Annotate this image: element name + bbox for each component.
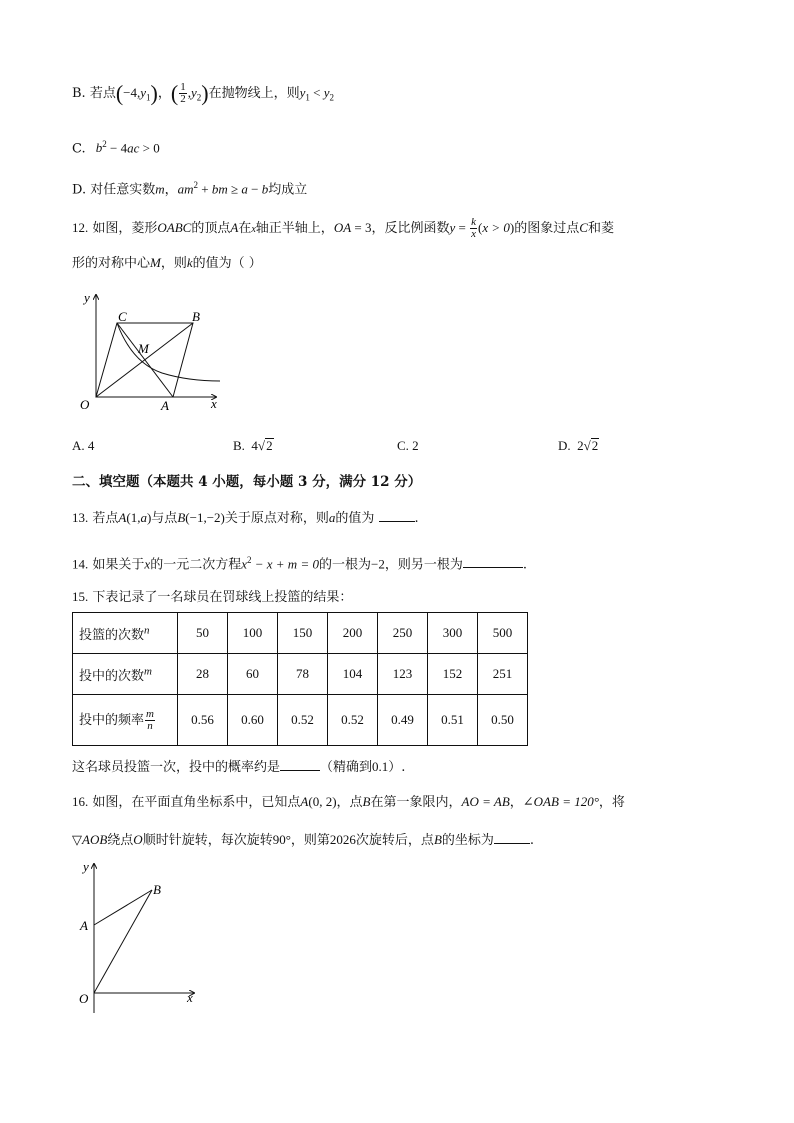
superscript: 2: [193, 180, 199, 190]
option-text: 在抛物线上，则: [208, 86, 300, 101]
label-m: M: [138, 341, 149, 356]
table-cell: 0.50: [478, 695, 528, 746]
stem-text: 绕点: [107, 833, 134, 848]
stem-text: 如果关于: [92, 557, 145, 573]
stem-text: ，反比例函数: [371, 221, 450, 236]
var-y: y: [323, 85, 330, 100]
stem-text: ）.: [388, 760, 406, 775]
table-cell: 100: [228, 613, 278, 654]
row-label: 投中的频率: [79, 712, 145, 728]
q11-option-b: [72, 82, 334, 108]
table-cell: 0.49: [378, 695, 428, 746]
q12-option-a: [72, 436, 94, 456]
var-x: x: [144, 556, 151, 572]
stem-text: 次旋转后，点: [355, 833, 434, 848]
var-a: a: [328, 510, 336, 525]
paren: ): [201, 80, 209, 106]
frac-bot: x: [471, 228, 477, 240]
stem-text: 如图，在平面直角坐标系中，已知点: [92, 795, 301, 810]
var-y: y: [140, 85, 147, 100]
q12-rhombus-figure: [70, 285, 230, 415]
angle-value: 90°: [272, 832, 291, 847]
q12-stem-line1: [72, 217, 614, 240]
label-o: O: [79, 991, 89, 1006]
stem-text: 的图象过点: [514, 221, 580, 236]
answer-blank[interactable]: [494, 830, 530, 844]
stem-text: 的顶点: [191, 221, 231, 236]
period: .: [529, 833, 535, 848]
paren: (: [126, 510, 131, 525]
stem-text: 的一根为: [318, 557, 371, 573]
paren: (: [478, 220, 483, 235]
sqrt-sign: √: [583, 438, 591, 453]
expr: = 3: [351, 220, 372, 235]
stem-text: ，点: [336, 795, 363, 810]
answer-blank[interactable]: [463, 554, 523, 568]
stem-text: 的值为: [335, 511, 375, 526]
operator: +: [198, 181, 212, 197]
table-cell: 500: [478, 613, 528, 654]
subscript: 1: [146, 92, 151, 103]
table-cell: 123: [378, 654, 428, 695]
operator: <: [309, 85, 324, 100]
var-a: a: [140, 510, 147, 525]
table-cell: 0.51: [428, 695, 478, 746]
var-x: x: [251, 224, 256, 235]
stem-text: 在第一象限内，: [370, 795, 462, 810]
var-oabc: OABC: [157, 220, 192, 235]
option-text: 若点: [89, 86, 116, 101]
sqrt-sign: √: [257, 438, 266, 453]
period: .: [414, 511, 419, 526]
question-number: 16.: [72, 794, 89, 809]
table-cell: 150: [278, 613, 328, 654]
stem-text: 顺时针旋转，每次旋转: [142, 833, 273, 848]
label-y: y: [84, 290, 90, 305]
row-header: [73, 695, 178, 746]
option-label: A.: [72, 438, 85, 453]
q13-stem: [72, 508, 419, 529]
stem-text: 与点: [151, 511, 178, 526]
table-cell: 300: [428, 613, 478, 654]
q15-data-table: [72, 612, 528, 746]
stem-text: 下表记录了一名球员在罚球线上投篮的结果：: [92, 590, 353, 605]
stem-text: 这名球员投篮一次，投中的概率约是: [72, 760, 281, 775]
table-cell: 78: [278, 654, 328, 695]
triangle-aob: ▽AOB: [72, 832, 108, 847]
paren: ): [146, 510, 152, 525]
var-m: M: [150, 255, 161, 270]
frac-top: m: [146, 707, 154, 720]
stem-text: 关于原点对称，则: [224, 511, 329, 526]
label-o: O: [80, 397, 90, 412]
paren: (: [170, 80, 179, 106]
comma: ，: [157, 86, 171, 101]
option-text: 均成立: [268, 182, 308, 198]
q15-question: [72, 757, 405, 778]
stem-text: 轴正半轴上，: [255, 221, 334, 236]
label-b: B: [192, 309, 200, 324]
stem-text: ，则另一根为: [384, 557, 463, 573]
question-number: 13.: [72, 510, 89, 525]
equation: AO = AB: [461, 794, 510, 809]
answer-blank[interactable]: [280, 757, 320, 771]
fraction: [179, 82, 187, 105]
var-b: B: [362, 794, 371, 809]
frac-top: 1: [180, 81, 186, 93]
point-coord: −4,: [123, 85, 141, 100]
var-b: b: [95, 140, 103, 156]
expr: > 0: [139, 140, 160, 156]
expr: − 4: [106, 140, 128, 156]
value: −2: [370, 556, 385, 572]
table-cell: 251: [478, 654, 528, 695]
var-b: B: [433, 832, 442, 847]
stem-text: 形的对称中心: [72, 256, 151, 271]
var-n: n: [144, 624, 150, 637]
label-a: A: [161, 398, 169, 413]
stem-text: 在: [238, 221, 252, 236]
q12-stem-line2: [72, 253, 262, 274]
var-y: y: [299, 85, 306, 100]
section-heading: 二、填空题（本题共 4 小题，每小题 3 分，满分 12 分）: [72, 474, 422, 490]
option-label: C.: [397, 438, 409, 453]
var-y: y: [190, 85, 197, 100]
segment-ob: [94, 890, 152, 993]
table-row: [73, 654, 528, 695]
frac-top: k: [471, 216, 477, 228]
var-am: am: [177, 181, 194, 197]
table-cell: 200: [328, 613, 378, 654]
var-m: m: [155, 181, 165, 197]
paren: ): [150, 80, 158, 106]
angle-expr: ∠OAB = 120°: [522, 794, 599, 809]
table-cell: 0.52: [278, 695, 328, 746]
var-b: b: [261, 181, 269, 197]
stem-text: 的坐标为: [441, 833, 494, 848]
superscript: 2: [246, 555, 252, 565]
paren: (: [115, 80, 124, 106]
var-k: k: [186, 255, 193, 270]
point-coord: −1,−2: [189, 510, 221, 525]
table-cell: 50: [178, 613, 228, 654]
operator: −: [247, 181, 262, 197]
label-x: x: [187, 990, 193, 1005]
fraction: [145, 709, 155, 732]
period: .: [522, 557, 527, 573]
point-coord: 1,: [130, 510, 141, 525]
subscript: 2: [329, 92, 334, 103]
option-coef: 2: [577, 438, 584, 453]
table-row: [73, 695, 528, 746]
var-a: A: [118, 510, 127, 525]
option-label: D.: [558, 438, 571, 453]
subscript: 2: [196, 92, 202, 103]
q15-stem: [72, 587, 352, 608]
paren: ): [509, 220, 515, 235]
q16-triangle-figure: [74, 858, 204, 1018]
q16-stem-line2: [72, 830, 534, 851]
paren: ): [220, 510, 225, 525]
var-c: C: [579, 220, 588, 235]
radicand: 2: [266, 438, 273, 453]
point-coord: (0, 2): [308, 794, 337, 809]
stem-text: ，则: [160, 256, 187, 271]
option-value: 4: [87, 438, 95, 453]
table-cell: 0.52: [328, 695, 378, 746]
q12-option-d: [558, 436, 599, 456]
option-label: B.: [233, 438, 245, 453]
row-label: 投篮的次数: [79, 627, 145, 643]
table-cell: 152: [428, 654, 478, 695]
q14-stem: [72, 550, 527, 575]
var-a: a: [241, 181, 248, 197]
var-a: A: [300, 794, 309, 809]
option-value: 2: [412, 438, 419, 453]
label-y: y: [83, 859, 89, 874]
q12-option-c: [397, 436, 419, 456]
operator: ≥: [227, 181, 242, 197]
label-a: A: [80, 918, 88, 933]
var-a: A: [230, 220, 239, 235]
stem-text: （精确到: [320, 760, 373, 775]
frac-bot: 2: [180, 93, 186, 105]
stem-text: ，: [509, 795, 523, 810]
table-cell: 60: [228, 654, 278, 695]
stem-text: 和菱: [587, 221, 614, 236]
label-x: x: [211, 396, 217, 411]
question-number: 14.: [72, 556, 89, 572]
equation: − x + m = 0: [251, 556, 319, 572]
condition: x > 0: [482, 220, 510, 235]
rotation-count: 2026: [329, 832, 356, 847]
stem-text: 的一元二次方程: [150, 557, 242, 573]
q11-option-d: [72, 175, 307, 200]
var-ac: ac: [127, 140, 140, 156]
stem-text: ，则第: [290, 833, 330, 848]
table-cell: 104: [328, 654, 378, 695]
var-bm: bm: [211, 181, 228, 197]
operator: =: [455, 220, 470, 235]
frac-bot: n: [147, 719, 153, 732]
q16-stem-line1: [72, 792, 625, 813]
precision-value: 0.1: [372, 759, 389, 774]
var-y: y: [449, 220, 456, 235]
table-cell: 0.56: [178, 695, 228, 746]
radicand: 2: [591, 438, 599, 453]
fraction: [470, 217, 477, 240]
question-number: 15.: [72, 589, 89, 604]
row-header: [73, 613, 178, 654]
label-c: C: [118, 309, 127, 324]
subscript: 1: [305, 92, 310, 103]
stem-text: 若点: [92, 511, 119, 526]
table-cell: 28: [178, 654, 228, 695]
option-text: 对任意实数: [90, 182, 156, 198]
diagonal-ca: [117, 323, 173, 397]
row-label: 投中的次数: [79, 668, 145, 684]
comma: ，: [164, 182, 178, 198]
q11-option-c: [72, 134, 160, 159]
stem-text: 的值为（ ）: [192, 256, 262, 271]
label-b: B: [153, 882, 161, 897]
option-coef: 4: [251, 438, 258, 453]
comma: ,: [187, 85, 191, 100]
var-b: B: [177, 510, 186, 525]
stem-text: ，将: [598, 795, 625, 810]
table-cell: 250: [378, 613, 428, 654]
option-label: C.: [72, 141, 86, 157]
table-row: [73, 613, 528, 654]
var-oa: OA: [333, 220, 352, 235]
hyperbola-curve: [117, 323, 220, 381]
var-m: m: [144, 665, 152, 678]
q12-option-b: [233, 436, 274, 456]
row-header: [73, 654, 178, 695]
paren: (: [185, 510, 190, 525]
var-x: x: [241, 556, 247, 572]
stem-text: 如图，菱形: [92, 221, 158, 236]
question-number: 12.: [72, 220, 89, 235]
table-cell: 0.60: [228, 695, 278, 746]
answer-blank[interactable]: [379, 508, 415, 522]
option-label: D.: [72, 182, 87, 198]
superscript: 2: [102, 139, 107, 149]
var-o: O: [133, 832, 143, 847]
segment-ab: [94, 890, 152, 925]
option-label: B.: [72, 86, 86, 101]
